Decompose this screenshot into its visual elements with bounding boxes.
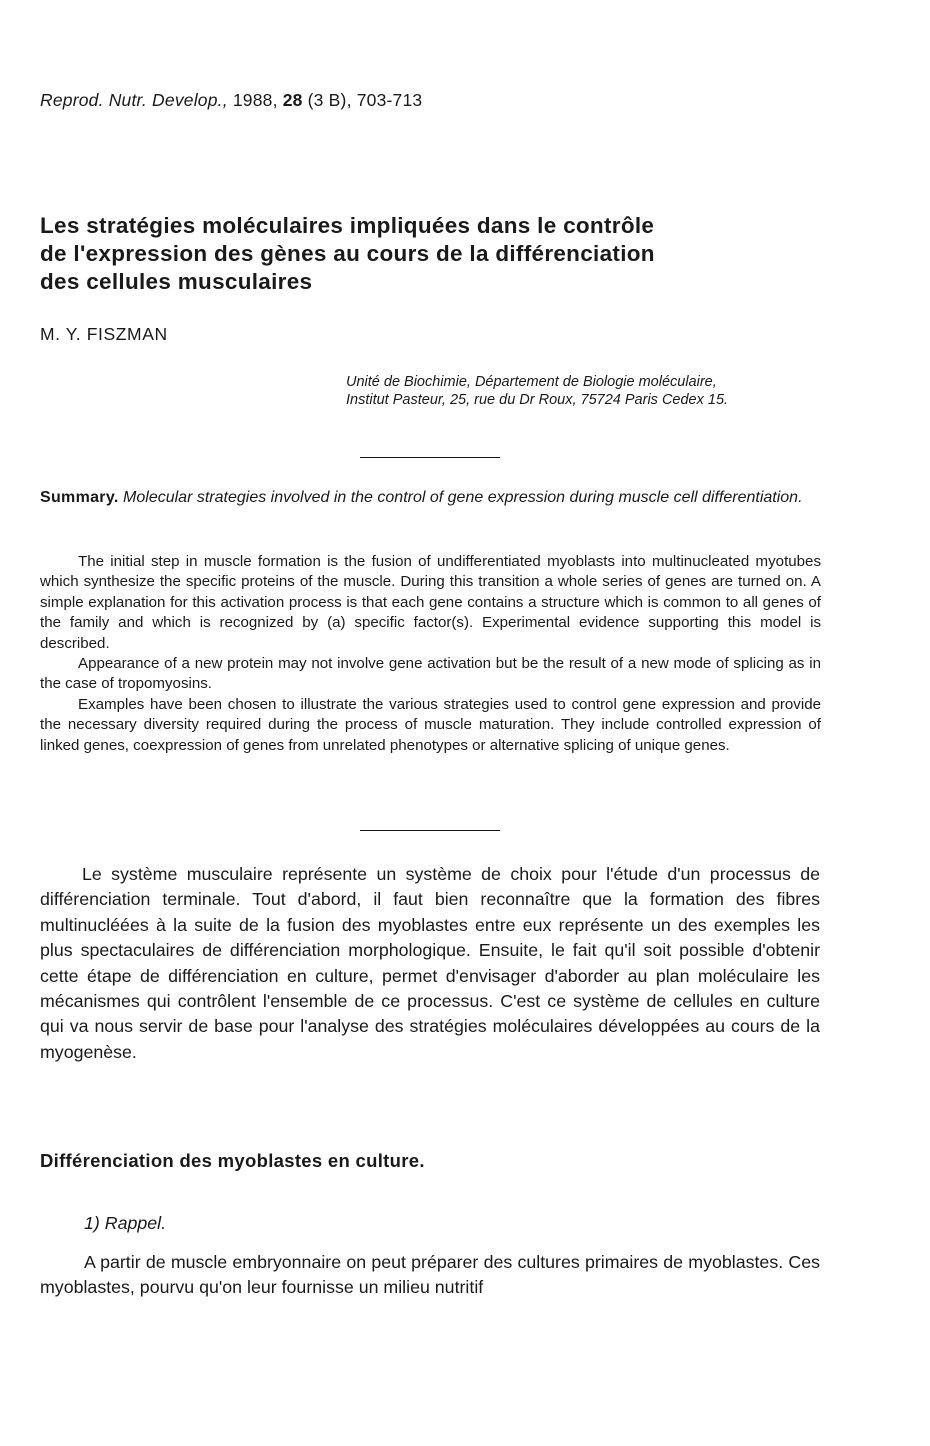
divider xyxy=(360,830,500,831)
subsection-heading: 1) Rappel. xyxy=(84,1213,167,1233)
introduction xyxy=(40,862,820,1065)
section-heading: Différenciation des myoblastes en culture. xyxy=(40,1150,425,1171)
citation-volume: 28 xyxy=(282,90,303,110)
divider xyxy=(360,457,500,458)
abstract-paragraph: The initial step in muscle formation is the fusion of undifferentiated myoblasts into multinucleated myotubes which synthesize the specific proteins of the muscle. During this transition a whole series of genes are turned on. A simple explanation for this activation process is that each gene contains a structure which is common to all genes of the family and which is recognized by (a) specific factor(s). Experimental evidence supporting this model is described. xyxy=(40,553,821,652)
title-line: des cellules musculaires xyxy=(40,269,313,294)
abstract xyxy=(40,552,821,756)
author-affiliation xyxy=(346,373,826,409)
summary-heading xyxy=(40,488,820,507)
journal-name: Reprod. Nutr. Develop., xyxy=(40,90,228,110)
summary-title: Molecular strategies involved in the control of gene expression during muscle cell differentiation. xyxy=(123,489,803,506)
abstract-paragraph: Appearance of a new protein may not involve gene activation but be the result of a new mode of splicing as in the case of tropomyosins. xyxy=(40,655,821,693)
title-line: Les stratégies moléculaires impliquées dans le contrôle xyxy=(40,213,655,238)
title-line: de l'expression des gènes au cours de la différenciation xyxy=(40,241,655,266)
author-name: M. Y. FISZMAN xyxy=(40,324,168,344)
section-body xyxy=(40,1250,820,1300)
intro-paragraph: Le système musculaire représente un système de choix pour l'étude d'un processus de différenciation terminale. Tout d'abord, il faut bien reconnaître que la formation des fibres multinucléées à la suite de la fusion des myoblastes entre eux représente un des exemples les plus spectaculaires de différenciation morphologique. Ensuite, le fait qu'il soit possible d'obtenir cette étape de différenciation en culture, permet d'envisager d'aborder au plan moléculaire les mécanismes qui contrôlent l'ensemble de ce processus. C'est ce système de cellules en culture qui va nous servir de base pour l'analyse des stratégies moléculaires développées au cours de la myogenèse. xyxy=(40,864,820,1062)
affiliation-line: Unité de Biochimie, Département de Biologie moléculaire, xyxy=(346,374,717,390)
abstract-paragraph: Examples have been chosen to illustrate the various strategies used to control gene expression and provide the necessary diversity required during the process of muscle maturation. They include controlled expression of linked genes, coexpression of genes from unrelated phenotypes or alternative splicing of unique genes. xyxy=(40,695,821,754)
body-paragraph: A partir de muscle embryonnaire on peut préparer des cultures primaires de myoblastes. Ces myoblastes, pourvu qu'on leur fournisse un milieu nutritif xyxy=(40,1252,820,1297)
affiliation-line: Institut Pasteur, 25, rue du Dr Roux, 75724 Paris Cedex 15. xyxy=(346,392,729,408)
article-title xyxy=(40,212,900,296)
citation-year: 1988, xyxy=(227,90,283,110)
citation-issue-pages: (3 B), 703-713 xyxy=(302,90,423,110)
summary-label: Summary. xyxy=(40,489,119,506)
journal-citation xyxy=(40,90,422,111)
